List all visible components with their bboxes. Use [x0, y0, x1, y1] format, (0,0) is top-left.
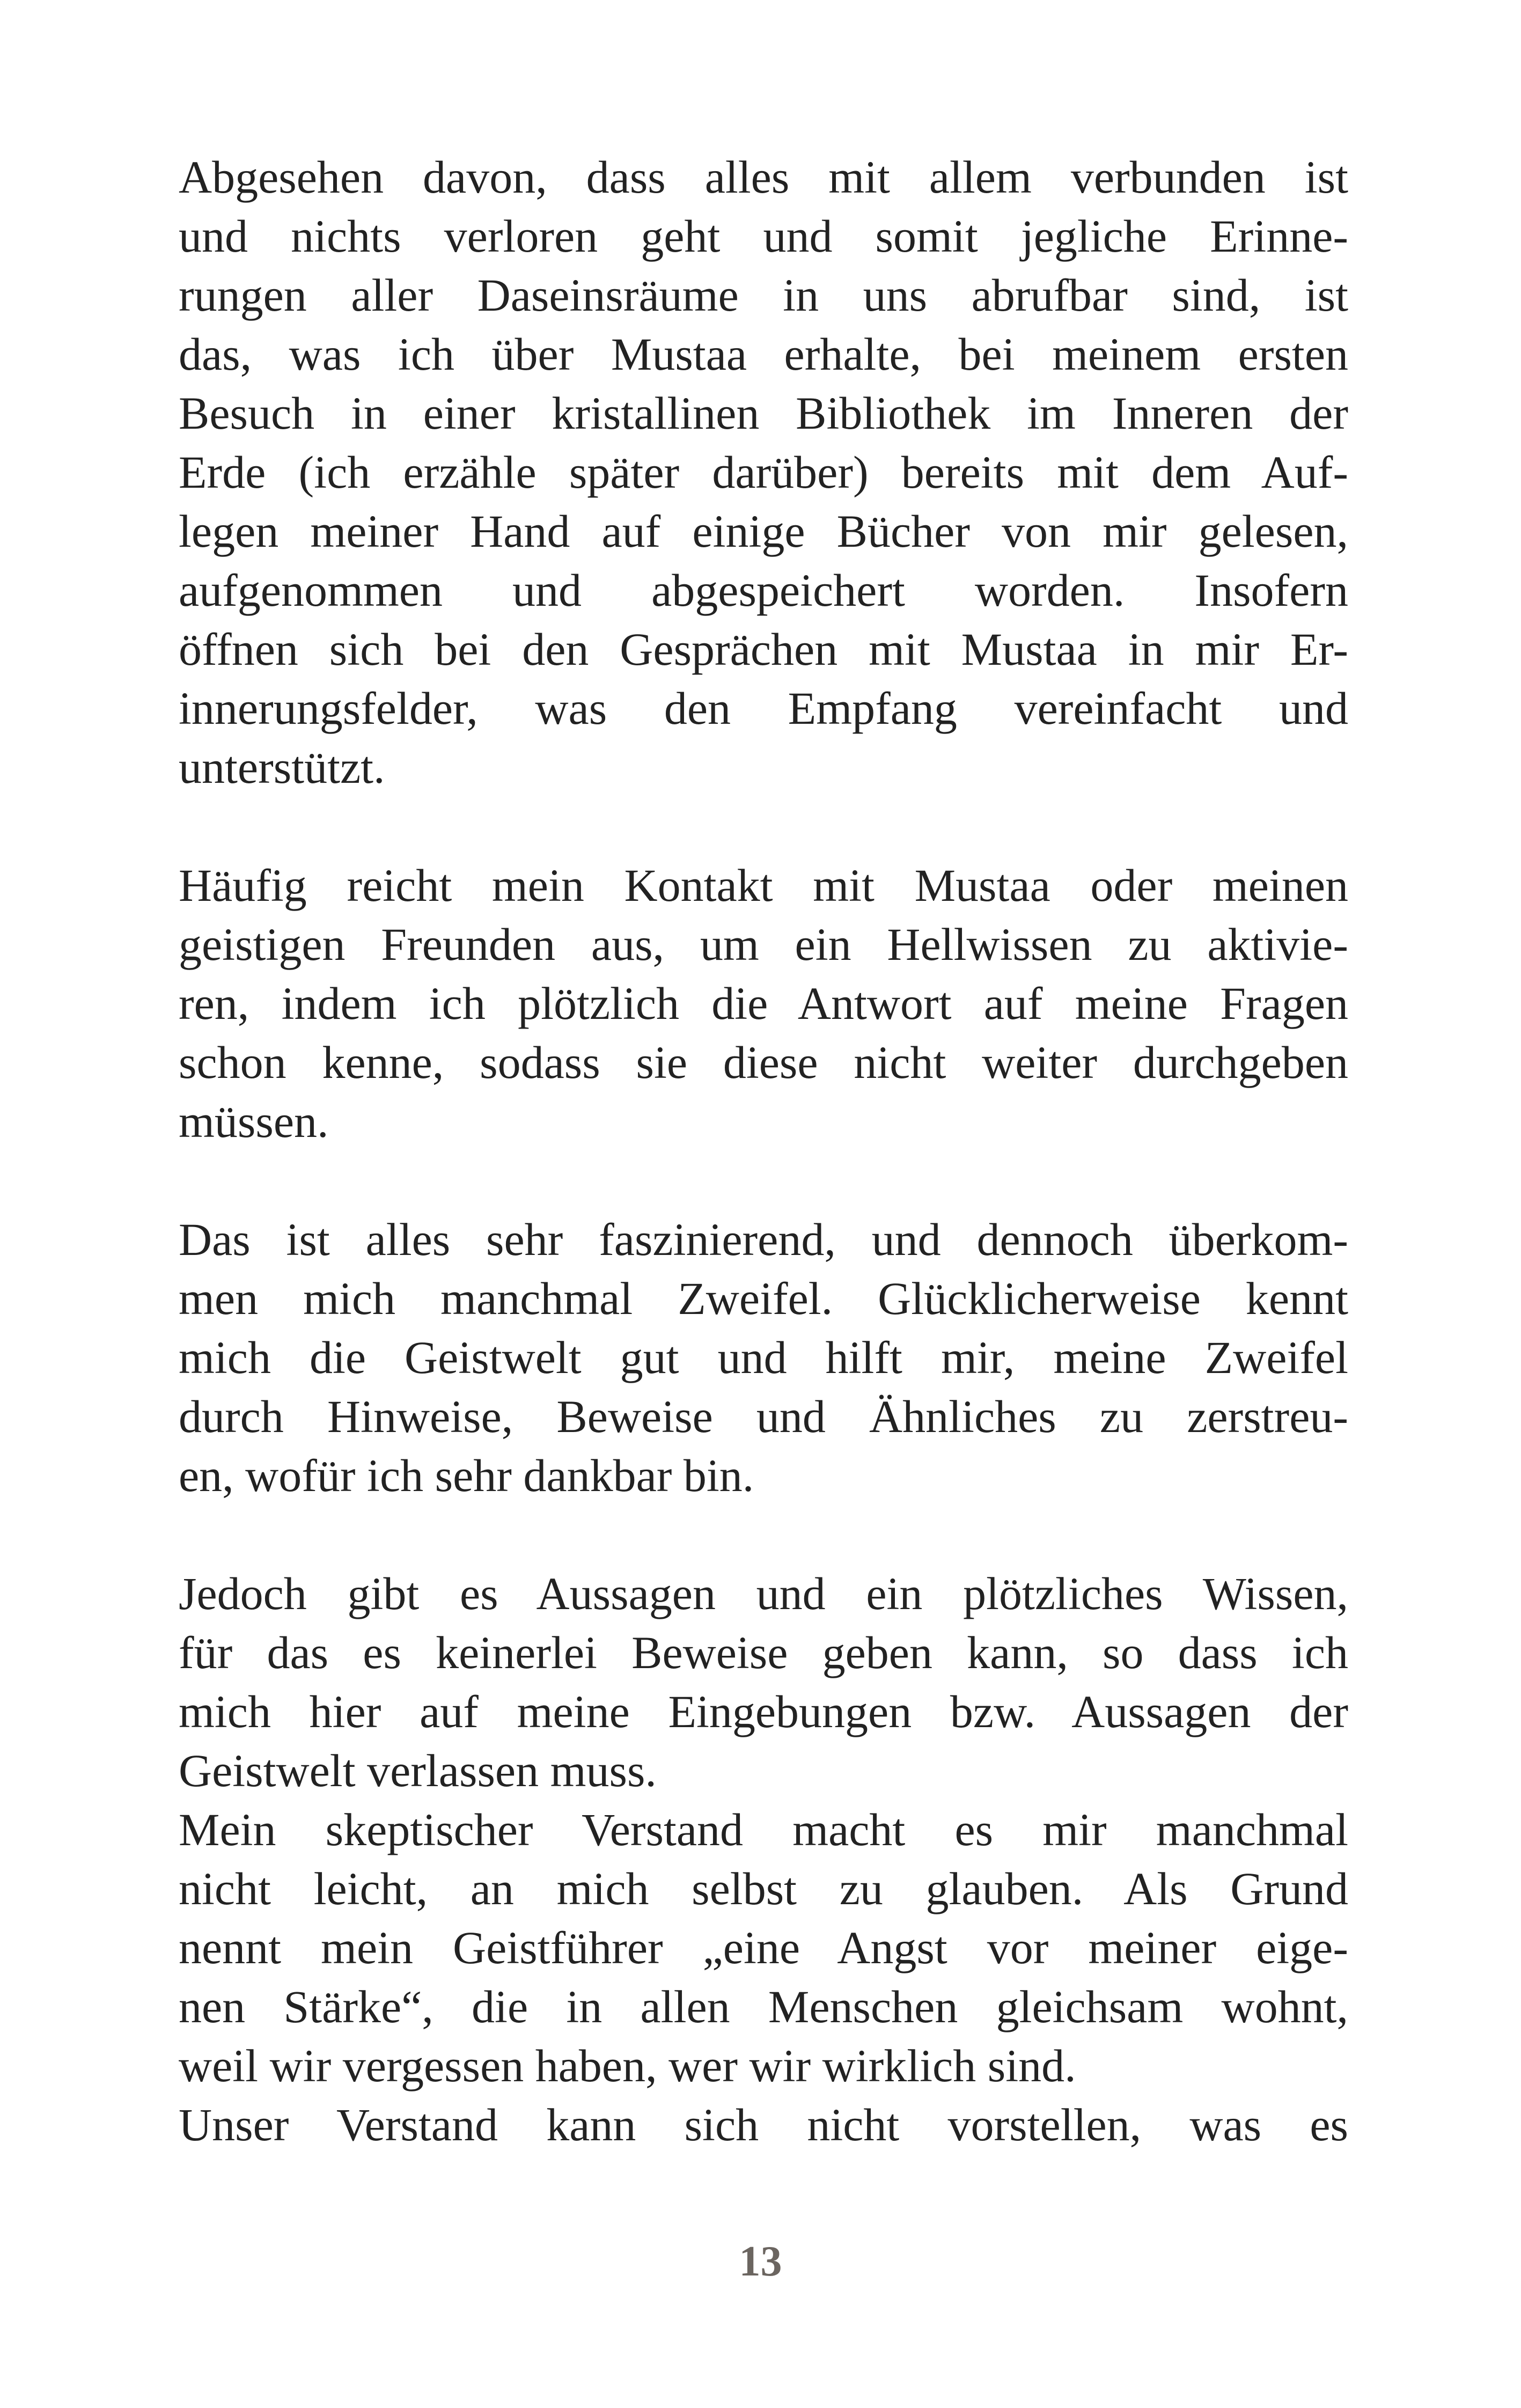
text-line: nennt mein Geistführer „eine Angst vor meiner eige- [179, 1922, 1348, 1973]
text-line: en, wofür ich sehr dankbar bin. [179, 1450, 754, 1501]
text-line: innerungsfelder, was den Empfang vereinfacht und [179, 682, 1348, 734]
text-line: öffnen sich bei den Gesprächen mit Mustaa in mir Er- [179, 623, 1348, 675]
text-line: und nichts verloren geht und somit jegliche Erinne- [179, 210, 1348, 262]
text-line: Erde (ich erzähle später darüber) bereits mit dem Auf- [179, 446, 1348, 498]
text-line: legen meiner Hand auf einige Bücher von mir gelesen, [179, 505, 1348, 557]
text-line: Mein skeptischer Verstand macht es mir manchmal [179, 1804, 1348, 1855]
text-line: Jedoch gibt es Aussagen und ein plötzliches Wissen, [179, 1568, 1348, 1619]
paragraph [179, 856, 1348, 1151]
text-line: men mich manchmal Zweifel. Glücklicherweise kennt [179, 1273, 1348, 1324]
text-line: durch Hinweise, Beweise und Ähnliches zu zerstreu- [179, 1391, 1348, 1442]
text-line: Abgesehen davon, dass alles mit allem verbunden ist [179, 151, 1348, 203]
paragraph [179, 148, 1348, 797]
text-line: nicht leicht, an mich selbst zu glauben. Als Grund [179, 1863, 1348, 1914]
paragraph-spacer [179, 1151, 1348, 1210]
text-line: aufgenommen und abgespeichert worden. Insofern [179, 564, 1348, 616]
paragraph [179, 1210, 1348, 1505]
paragraph-spacer [179, 797, 1348, 856]
text-line: Unser Verstand kann sich nicht vorstellen, was es [179, 2099, 1348, 2150]
text-line: das, was ich über Mustaa erhalte, bei meinem ersten [179, 328, 1348, 380]
text-line: unterstützt. [179, 742, 385, 793]
paragraph-spacer [179, 1505, 1348, 1564]
text-line: ren, indem ich plötzlich die Antwort auf meine Fragen [179, 978, 1348, 1029]
text-line: rungen aller Daseinsräume in uns abrufbar sind, ist [179, 269, 1348, 321]
text-line: für das es keinerlei Beweise geben kann, so dass ich [179, 1627, 1348, 1678]
text-line: mich die Geistwelt gut und hilft mir, meine Zweifel [179, 1332, 1348, 1383]
text-line: schon kenne, sodass sie diese nicht weiter durchgeben [179, 1037, 1348, 1088]
text-line: geistigen Freunden aus, um ein Hellwissen zu aktivie- [179, 919, 1348, 970]
text-line: müssen. [179, 1096, 329, 1147]
text-line: Häufig reicht mein Kontakt mit Mustaa oder meinen [179, 860, 1348, 911]
body-text [179, 148, 1348, 2154]
text-line: Das ist alles sehr faszinierend, und dennoch überkom- [179, 1214, 1348, 1265]
paragraph [179, 1564, 1348, 2154]
text-line: Geistwelt verlassen muss. [179, 1745, 657, 1796]
text-line: nen Stärke“, die in allen Menschen gleichsam wohnt, [179, 1981, 1348, 2032]
page-number: 13 [739, 2238, 782, 2285]
text-line: mich hier auf meine Eingebungen bzw. Aussagen der [179, 1686, 1348, 1737]
text-line: weil wir vergessen haben, wer wir wirklich sind. [179, 2040, 1076, 2091]
text-line: Besuch in einer kristallinen Bibliothek im Inneren der [179, 387, 1348, 439]
